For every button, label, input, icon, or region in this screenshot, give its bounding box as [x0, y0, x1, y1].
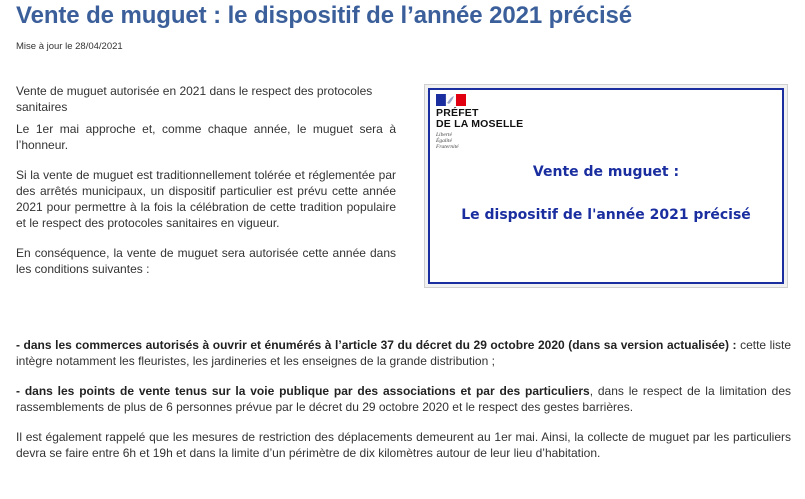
motto-egalite: Égalité	[436, 138, 452, 144]
condition-bold-text: - dans les points de vente tenus sur la voie publique par des associations et par des particuliers	[16, 384, 590, 398]
banner-subheading: Le dispositif de l'année 2021 précisé	[461, 207, 751, 223]
motto-fraternite: Fraternité	[436, 144, 459, 150]
condition-item	[16, 337, 791, 369]
marianne-logo-icon	[436, 94, 466, 106]
page-title: Vente de muguet : le dispositif de l’année 2021 précisé	[16, 2, 633, 29]
banner-heading: Vente de muguet :	[532, 164, 680, 180]
condition-item	[16, 383, 791, 415]
prefecture-name-line-1: PRÉFET	[436, 107, 479, 119]
motto-liberte: Liberté	[436, 132, 452, 138]
banner-frame	[428, 88, 784, 284]
intro-lead-paragraph: Vente de muguet autorisée en 2021 dans le respect des protocoles sanitaires	[16, 84, 373, 114]
closing-paragraph: Il est également rappelé que les mesures de restriction des déplacements demeurent au 1er mai. Ainsi, la collecte de muguet par les particuliers devra se faire entre 6h et 19h et dans la limite d’un périmètre de dix kilomètres autour de leur lieu d’habitation.	[16, 430, 791, 460]
conditions-section	[16, 337, 791, 475]
prefecture-name-line-2: DE LA MOSELLE	[436, 118, 524, 130]
condition-detail-text: cette liste intègre notamment les fleuristes, les jardineries et les enseignes de la grande distribution ;	[16, 338, 791, 368]
intro-paragraph: Si la vente de muguet est traditionnellement tolérée et réglementée par des arrêtés municipaux, un dispositif particulier est prévu cette année 2021 pour permettre à la fois la célébration de cette tradition populaire et le respect des protocoles sanitaires en vigueur.	[16, 168, 396, 230]
intro-section	[16, 83, 396, 291]
update-date: Mise à jour le 28/04/2021	[16, 41, 123, 52]
condition-detail-text: , dans le respect de la limitation des rassemblements de plus de 6 personnes prévue par le décret du 29 octobre 2020 et le respect des gestes barrières.	[16, 384, 791, 414]
intro-paragraph: Le 1er mai approche et, comme chaque année, le muguet sera à l’honneur.	[16, 122, 396, 152]
announcement-banner-image	[424, 84, 788, 288]
intro-paragraph: En conséquence, la vente de muguet sera autorisée cette année dans les conditions suivantes :	[16, 246, 396, 276]
republic-motto	[436, 132, 459, 150]
condition-bold-text: - dans les commerces autorisés à ouvrir et énumérés à l’article 37 du décret du 29 octobre 2020 (dans sa version actualisée) :	[16, 338, 737, 352]
